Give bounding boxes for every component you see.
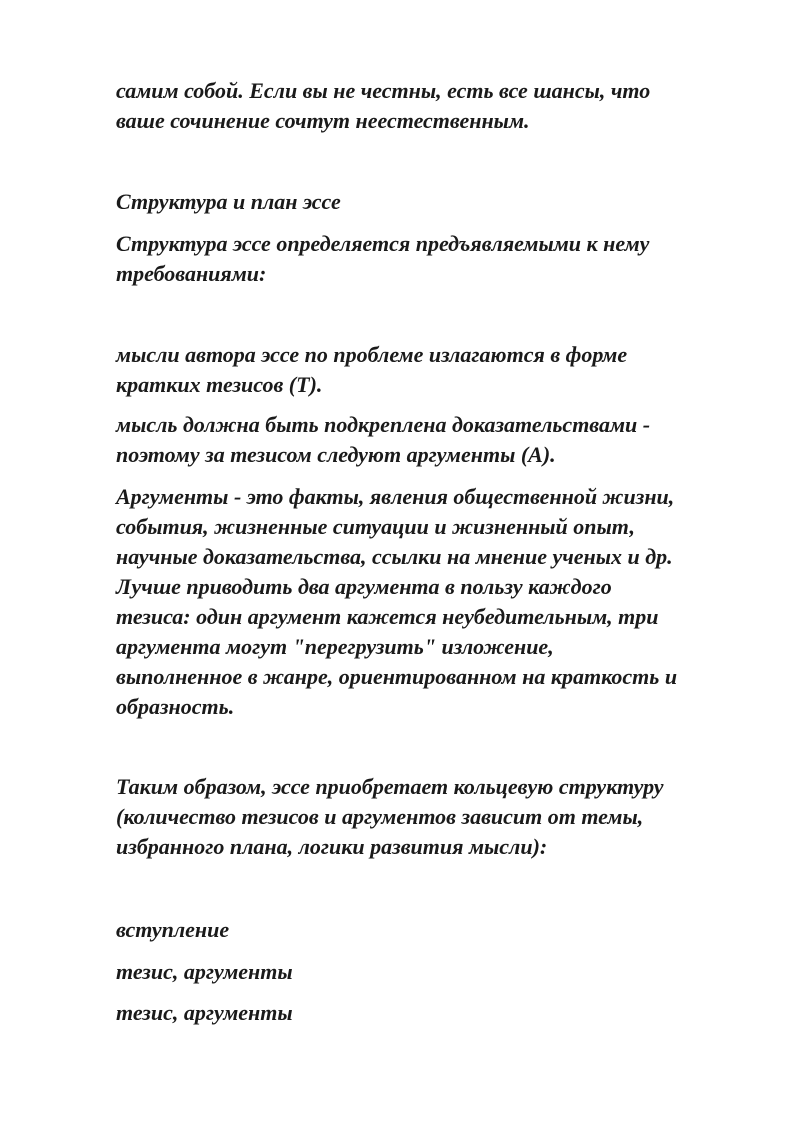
text-line: научные доказательства, ссылки на мнение ученых и др. — [116, 544, 673, 569]
text-line: мысли автора эссе по проблеме излагаются в форме — [116, 342, 628, 367]
text-line: Аргументы - это факты, явления общественной жизни, — [116, 484, 675, 509]
text-line: избранного плана, логики развития мысли): — [116, 834, 548, 859]
outline-item-thesis-arguments: тезис, аргументы — [116, 1000, 293, 1025]
text-line: аргумента могут "перегрузить" изложение, — [116, 634, 554, 659]
requirement-2-paragraph — [116, 410, 756, 470]
intro-paragraph — [116, 76, 756, 136]
text-line: Структура эссе определяется предъявляемыми к нему — [116, 231, 650, 256]
arguments-paragraph — [116, 482, 756, 722]
ring-structure-paragraph — [116, 772, 756, 862]
requirement-1-paragraph — [116, 340, 756, 400]
structure-intro-paragraph — [116, 229, 756, 289]
text-line: тезиса: один аргумент кажется неубедительным, три — [116, 604, 659, 629]
text-line: требованиями: — [116, 261, 267, 286]
text-line: события, жизненные ситуации и жизненный опыт, — [116, 514, 635, 539]
outline-item-introduction: вступление — [116, 917, 230, 942]
text-line: кратких тезисов (Т). — [116, 372, 323, 397]
text-line: (количество тезисов и аргументов зависит от темы, — [116, 804, 644, 829]
text-line: выполненное в жанре, ориентированном на краткость и — [116, 664, 678, 689]
text-line: самим собой. Если вы не честны, есть все шансы, что — [116, 78, 651, 103]
text-line: Таким образом, эссе приобретает кольцевую структуру — [116, 774, 664, 799]
text-line: ваше сочинение сочтут неестественным. — [116, 108, 530, 133]
text-line: поэтому за тезисом следуют аргументы (А). — [116, 442, 556, 467]
text-line: образность. — [116, 694, 235, 719]
text-line: Лучше приводить два аргумента в пользу каждого — [116, 574, 612, 599]
text-line: мысль должна быть подкреплена доказательствами - — [116, 412, 651, 437]
section-heading: Структура и план эссе — [116, 189, 341, 214]
outline-item-thesis-arguments: тезис, аргументы — [116, 959, 293, 984]
